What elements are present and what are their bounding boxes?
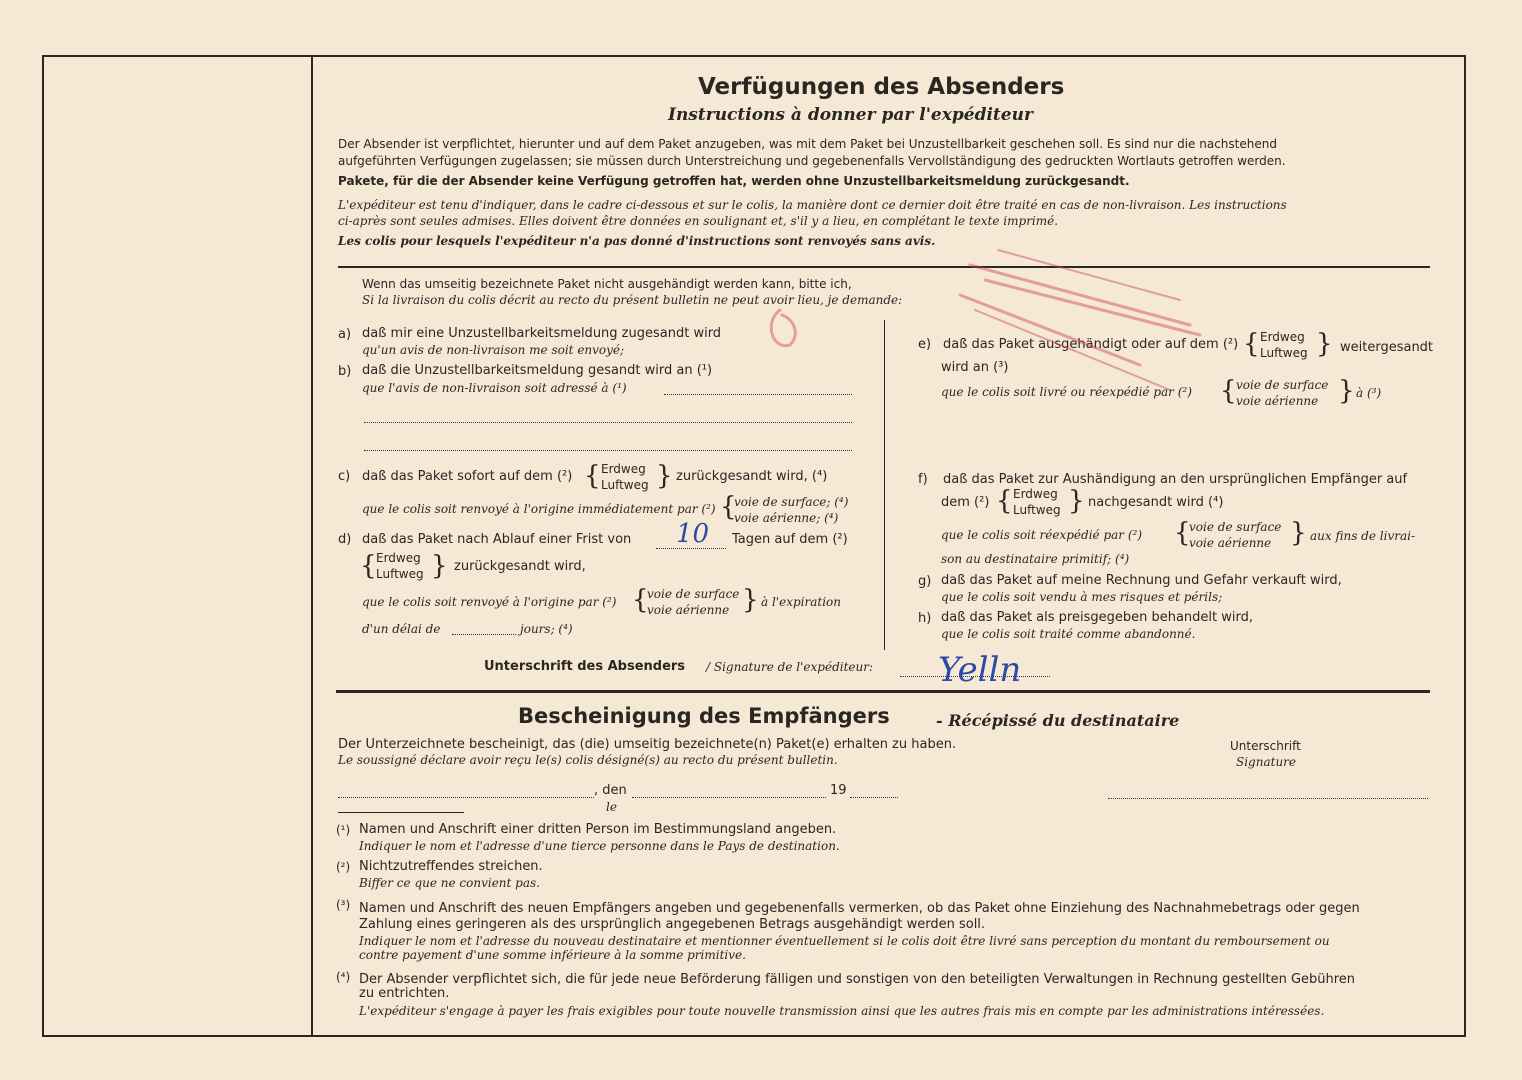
- option-e-de-2: weitergesandt: [1340, 340, 1434, 355]
- option-f-de-1[interactable]: daß das Paket zur Aushändigung an den ursprünglichen Empfänger auf: [943, 472, 1408, 487]
- option-c-voie-surface: voie de surface; (⁴): [734, 495, 849, 509]
- option-c-fr-1: que le colis soit renvoyé à l'origine immédiatement par (²): [362, 502, 716, 516]
- option-f-de-3: nachgesandt wird (⁴): [1088, 495, 1224, 510]
- brace-right-icon: }: [1316, 329, 1333, 359]
- option-c-de-2: zurückgesandt wird, (⁴): [676, 469, 828, 484]
- option-c-luftweg: Luftweg: [601, 478, 649, 492]
- receipt-text-de: Der Unterzeichnete bescheinigt, das (die) umseitig bezeichnete(n) Paket(e) erhalten zu haben.: [338, 737, 957, 752]
- option-g-de[interactable]: daß das Paket auf meine Rechnung und Gefahr verkauft wird,: [941, 573, 1342, 588]
- option-f-de-2: dem (²): [941, 495, 990, 510]
- footnote-3-fr-1: Indiquer le nom et l'adresse du nouveau destinataire et mentionner éventuellement si le colis doit être livré sans perception du montant du remboursement ou: [359, 934, 1330, 948]
- receipt-signature-fr: Signature: [1236, 755, 1297, 769]
- option-e-fr-2: à (³): [1356, 386, 1382, 400]
- option-h-de[interactable]: daß das Paket als preisgegeben behandelt wird,: [941, 610, 1254, 625]
- footnote-1-fr: Indiquer le nom et l'adresse d'une tierce personne dans le Pays de destination.: [359, 839, 840, 853]
- option-d-voie-aerienne: voie aérienne: [647, 603, 730, 617]
- option-f-fr-2: aux fins de livrai-: [1310, 529, 1416, 543]
- option-d-de-1[interactable]: daß das Paket nach Ablauf einer Frist von: [362, 532, 632, 547]
- left-column-divider: [311, 55, 313, 1035]
- brace-left-icon: {: [360, 551, 377, 581]
- footnote-3-de-2: Zahlung eines geringeren als des ursprünglich angegebenen Betrags ausgehändigt werden soll.: [359, 917, 986, 932]
- delay-days-field[interactable]: [452, 634, 516, 635]
- option-d-letter: d): [338, 532, 352, 547]
- footnote-4-mark: (⁴): [336, 970, 351, 984]
- footnote-2-mark: (²): [336, 860, 351, 874]
- receipt-place-field[interactable]: [338, 797, 594, 798]
- receipt-title-fr: - Récépissé du destinataire: [936, 711, 1180, 730]
- receipt-title-de: Bescheinigung des Empfängers: [518, 704, 890, 728]
- receipt-text-fr: Le soussigné déclare avoir reçu le(s) colis désigné(s) au recto du présent bulletin.: [338, 753, 838, 767]
- option-d-de-2: Tagen auf dem (²): [732, 532, 848, 547]
- option-d-erdweg: Erdweg: [376, 551, 421, 565]
- footnote-4-fr: L'expéditeur s'engage à payer les frais exigibles pour toute nouvelle transmission ainsi que les autres frais mis en compte par les administrations intéressées.: [359, 1004, 1325, 1018]
- footnote-1-de: Namen und Anschrift einer dritten Person im Bestimmungsland angeben.: [359, 822, 837, 837]
- sender-signature-label-fr: / Signature de l'expéditeur:: [706, 660, 874, 674]
- footnote-3-fr-2: contre payement d'une somme inférieure à la somme primitive.: [359, 948, 746, 962]
- brace-right-icon: }: [1290, 518, 1307, 548]
- option-c-de-1[interactable]: daß das Paket sofort auf dem (²): [362, 469, 573, 484]
- option-d-fr-3: d'un délai de: [362, 622, 441, 636]
- brace-right-icon: }: [656, 461, 673, 491]
- receipt-date-field[interactable]: [632, 797, 826, 798]
- option-e-luftweg: Luftweg: [1260, 346, 1308, 360]
- option-g-fr: que le colis soit vendu à mes risques et périls;: [941, 590, 1223, 604]
- footnote-1-mark: (¹): [336, 823, 351, 837]
- option-f-luftweg: Luftweg: [1013, 503, 1061, 517]
- option-e-erdweg: Erdweg: [1260, 330, 1305, 344]
- receipt-short-rule: [338, 812, 464, 813]
- option-f-fr-3: son au destinataire primitif; (⁴): [941, 552, 1130, 566]
- footnote-2-de: Nichtzutreffendes streichen.: [359, 859, 543, 874]
- option-d-fr-2: à l'expiration: [761, 595, 841, 609]
- title-fr: Instructions à donner par l'expéditeur: [668, 105, 1033, 125]
- title-de: Verfügungen des Absenders: [698, 74, 1065, 100]
- option-d-voie-surface: voie de surface: [647, 587, 740, 601]
- brace-left-icon: {: [996, 486, 1013, 516]
- receipt-signature-de: Unterschrift: [1230, 739, 1301, 753]
- days-handwritten-value: 10: [676, 519, 710, 549]
- brace-left-icon: {: [584, 461, 601, 491]
- section-rule-receipt: [336, 690, 1430, 693]
- red-stamp-mark: [760, 240, 1220, 410]
- option-h-letter: h): [918, 611, 932, 626]
- brace-left-icon: {: [720, 492, 737, 522]
- option-h-fr: que le colis soit traité comme abandonné.: [941, 627, 1196, 641]
- intro-de-line2: aufgeführten Verfügungen zugelassen; sie müssen durch Unterstreichung und gegebenenfalls Vervollständigung des gedruckten Wortlauts getroffen werden.: [338, 154, 1286, 168]
- option-b-fr: que l'avis de non-livraison soit adressé à (¹): [362, 381, 627, 395]
- option-c-voie-aerienne: voie aérienne; (⁴): [734, 511, 839, 525]
- option-e-de-3: wird an (³): [941, 360, 1009, 375]
- receipt-le-label: le: [606, 800, 617, 814]
- option-d-fr-4: jours; (⁴): [520, 622, 573, 636]
- option-a-letter: a): [338, 327, 352, 342]
- option-a-de[interactable]: daß mir eine Unzustellbarkeitsmeldung zugesandt wird: [362, 326, 722, 341]
- option-f-erdweg: Erdweg: [1013, 487, 1058, 501]
- option-e-de-1[interactable]: daß das Paket ausgehändigt oder auf dem (²): [943, 337, 1239, 352]
- option-f-voie-surface: voie de surface: [1189, 520, 1282, 534]
- option-a-fr: qu'un avis de non-livraison me soit envoyé;: [362, 343, 625, 357]
- intro-fr-line1: L'expéditeur est tenu d'indiquer, dans le cadre ci-dessous et sur le colis, la manière dont ce dernier doit être traité en cas de non-livraison. Les instructions: [338, 198, 1287, 212]
- address-line-2[interactable]: [364, 422, 852, 423]
- sender-signature-label-de: Unterschrift des Absenders: [484, 659, 686, 674]
- receipt-signature-field[interactable]: [1108, 798, 1428, 799]
- footnote-3-mark: (³): [336, 898, 351, 912]
- option-e-voie-surface: voie de surface: [1236, 378, 1329, 392]
- footnote-4-de-2: zu entrichten.: [359, 986, 450, 1001]
- brace-left-icon: {: [632, 585, 649, 615]
- option-f-letter: f): [918, 472, 928, 487]
- option-f-voie-aerienne: voie aérienne: [1189, 536, 1272, 550]
- brace-right-icon: }: [742, 585, 759, 615]
- brace-left-icon: {: [1220, 376, 1237, 406]
- footnote-3-de-1: Namen und Anschrift des neuen Empfängers angeben und gegebenenfalls vermerken, ob das Paket ohne Einziehung des Nachnahmebetrags oder gegen: [359, 901, 1360, 916]
- option-g-letter: g): [918, 574, 932, 589]
- brace-right-icon: }: [431, 551, 448, 581]
- intro-fr-bold: Les colis pour lesquels l'expéditeur n'a pas donné d'instructions sont renvoyés sans avis.: [338, 234, 936, 248]
- brace-right-icon: }: [1338, 376, 1355, 406]
- option-c-erdweg: Erdweg: [601, 462, 646, 476]
- sender-signature-handwritten: Yelln: [938, 650, 1022, 690]
- intro-de-line1: Der Absender ist verpflichtet, hierunter und auf dem Paket anzugeben, was mit dem Paket bei Unzustellbarkeit geschehen soll. Es sind nur die nachstehend: [338, 137, 1277, 151]
- option-b-de[interactable]: daß die Unzustellbarkeitsmeldung gesandt wird an (¹): [362, 363, 713, 378]
- footnote-4-de-1: Der Absender verpflichtet sich, die für jede neue Beförderung fälligen und sonstigen von den beteiligten Verwaltungen in Rechnung gestellten Gebühren: [359, 972, 1356, 987]
- option-c-letter: c): [338, 469, 351, 484]
- option-d-luftweg: Luftweg: [376, 567, 424, 581]
- receipt-year-field[interactable]: [850, 797, 898, 798]
- request-fr: Si la livraison du colis décrit au recto du présent bulletin ne peut avoir lieu, je demande:: [362, 293, 903, 307]
- intro-fr-line2: ci-après sont seules admises. Elles doivent être données en soulignant et, s'il y a lieu, en complétant le texte imprimé.: [338, 214, 1059, 228]
- address-line-3[interactable]: [364, 450, 852, 451]
- brace-right-icon: }: [1068, 486, 1085, 516]
- request-de: Wenn das umseitig bezeichnete Paket nicht ausgehändigt werden kann, bitte ich,: [362, 277, 852, 291]
- receipt-year-label: 19: [830, 783, 847, 798]
- intro-de-bold: Pakete, für die der Absender keine Verfügung getroffen hat, werden ohne Unzustellbarkeitsmeldung zurückgesandt.: [338, 174, 1130, 188]
- option-e-fr-1: que le colis soit livré ou réexpédié par (²): [941, 385, 1192, 399]
- brace-left-icon: {: [1174, 518, 1191, 548]
- receipt-den-label: , den: [594, 783, 627, 798]
- option-e-voie-aerienne: voie aérienne: [1236, 394, 1319, 408]
- option-d-de-3: zurückgesandt wird,: [454, 559, 586, 574]
- footnote-2-fr: Biffer ce que ne convient pas.: [359, 876, 540, 890]
- option-b-letter: b): [338, 364, 352, 379]
- option-d-fr-1: que le colis soit renvoyé à l'origine par (²): [362, 595, 617, 609]
- brace-left-icon: {: [1243, 329, 1260, 359]
- option-f-fr-1: que le colis soit réexpédié par (²): [941, 528, 1143, 542]
- option-e-letter: e): [918, 337, 932, 352]
